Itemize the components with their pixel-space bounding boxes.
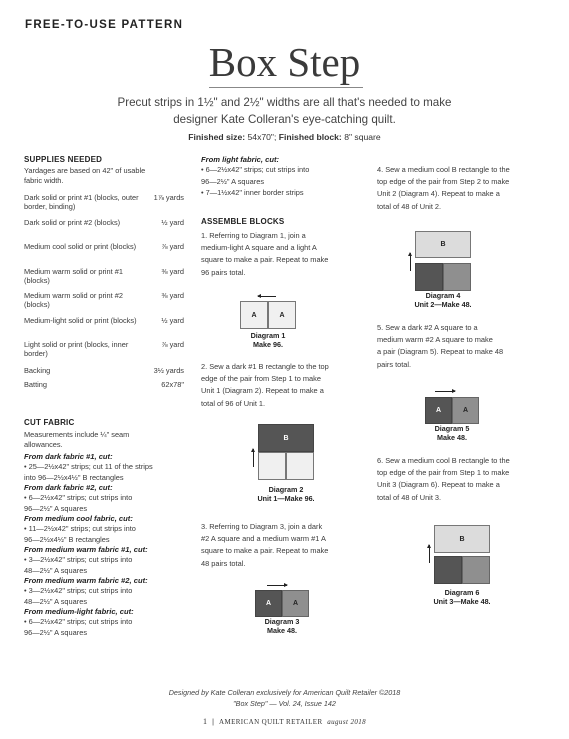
- diagram-6-rect-b: B: [434, 525, 490, 553]
- diagram-3-square-warm: A: [282, 590, 309, 617]
- cut-fabric-section: [24, 418, 189, 638]
- step-line: total of 48 of Unit 2.: [377, 201, 442, 211]
- page-number: 1: [202, 717, 208, 726]
- step-line: pairs total.: [377, 359, 412, 369]
- diagram-4-square-dark: [415, 263, 443, 291]
- cut-line: 96—2½" A squares: [201, 176, 265, 186]
- diagram-2-square-right: [286, 452, 314, 480]
- step-line: total of 96 of Unit 1.: [201, 398, 266, 408]
- subtitle-line-1: Precut strips in 1½" and 2½" widths are all that's needed to make: [117, 96, 452, 109]
- diagram-4-square-warm: [443, 263, 471, 291]
- step-5: [377, 322, 552, 371]
- step-1: [201, 230, 366, 279]
- finished-size-line: [0, 132, 569, 142]
- diagram-6-square-dark: [434, 556, 462, 584]
- diagram-1-caption: Diagram 1 Make 96.: [250, 331, 286, 349]
- step-line: 5. Sew a dark #2 A square to a: [377, 323, 478, 332]
- cut-group: [24, 452, 189, 483]
- cut-line: • 3—2½x42" strips; cut strips into: [24, 555, 133, 565]
- cut-line: • 3—2½x42" strips; cut strips into: [24, 586, 133, 596]
- assemble-heading: ASSEMBLE BLOCKS: [201, 217, 285, 226]
- cut-group: [24, 576, 189, 607]
- step-line: a pair (Diagram 5). Repeat to make 48: [377, 347, 504, 357]
- cut-group: [24, 545, 189, 576]
- page-footer: [0, 717, 569, 726]
- diagram-2-caption: Diagram 2 Unit 1—Make 96.: [257, 485, 315, 503]
- step-line: 96 pairs total.: [201, 267, 246, 277]
- cut-line: 96—2½x4½" B rectangles: [24, 535, 110, 545]
- finished-size-value: 54x70";: [247, 132, 277, 142]
- cut-group-head: From dark fabric #2, cut:: [24, 483, 113, 493]
- page-title: Box Step: [208, 39, 361, 85]
- supply-item: Dark solid or print #1 (blocks, outer border, binding) 1⅞ yards: [24, 193, 184, 212]
- designer-credit: Designed by Kate Colleran exclusively for American Quilt Retailer ©2018: [168, 688, 401, 697]
- diagram-2-square-left: [258, 452, 286, 480]
- light-fabric-group: [201, 155, 366, 199]
- step-line: top edge of the pair from Step 1 to make: [377, 468, 510, 478]
- step-line: #2 A square and a medium warm #1 A: [201, 534, 326, 544]
- press-arrow-icon: [435, 391, 455, 392]
- cut-line: • 6—2½x42" strips; cut strips into: [201, 165, 310, 174]
- cut-line: 96—2½" A squares: [24, 628, 88, 638]
- finished-block-label: Finished block:: [278, 132, 342, 142]
- press-arrow-up-icon: [253, 449, 254, 467]
- diagram-4-caption: Diagram 4 Unit 2—Make 48.: [414, 291, 472, 309]
- cut-group-head: From medium warm fabric #2, cut:: [24, 576, 148, 586]
- diagram-5-caption: Diagram 5 Make 48.: [434, 424, 470, 442]
- supply-item: Backing 3½ yards: [24, 366, 184, 375]
- step-line: Unit 2 (Diagram 4). Repeat to make a: [377, 189, 500, 199]
- supply-item: Medium cool solid or print (blocks) ⅞ yard: [24, 242, 184, 251]
- step-line: 6. Sew a medium cool B rectangle to the: [377, 456, 510, 465]
- cut-group-head: From medium cool fabric, cut:: [24, 514, 133, 524]
- magazine-name: AMERICAN QUILT RETAILER: [218, 718, 323, 726]
- press-arrow-icon: [258, 296, 276, 297]
- step-6: [377, 455, 552, 504]
- cut-line: into 96—2½x4½" B rectangles: [24, 473, 124, 483]
- step-line: square to make a pair. Repeat to make: [201, 546, 329, 556]
- step-line: 48 pairs total.: [201, 558, 246, 568]
- supply-item: Light solid or print (blocks, inner border) ⅞ yard: [24, 340, 184, 359]
- step-2: [201, 361, 366, 410]
- diagram-6-square-warm: [462, 556, 490, 584]
- diagram-2-rect-b: B: [258, 424, 314, 452]
- pattern-label: FREE-TO-USE PATTERN: [25, 19, 184, 31]
- supplies-heading: SUPPLIES NEEDED: [24, 155, 103, 164]
- issue-date: august 2018: [327, 718, 367, 726]
- supplies-intro: Yardages are based on 42" of usable fabric width.: [24, 166, 146, 185]
- step-line: medium warm #2 A square to make: [377, 335, 493, 345]
- diagram-3-square-dark: A: [255, 590, 282, 617]
- cut-group: [24, 483, 189, 514]
- cut-line: 96—2½" A squares: [24, 504, 88, 514]
- step-4: [377, 164, 552, 213]
- supplies-list: [24, 193, 186, 403]
- footer-separator: |: [212, 719, 215, 726]
- step-line: medium-light A square and a light A: [201, 243, 317, 253]
- step-3: [201, 521, 366, 570]
- step-line: top edge of the pair from Step 2 to make: [377, 177, 510, 187]
- cut-line: • 6—2½x42" strips; cut strips into: [24, 493, 133, 503]
- step-line: 4. Sew a medium cool B rectangle to the: [377, 165, 510, 174]
- cut-fabric-intro: Measurements include ¼" seam allowances.: [24, 430, 130, 449]
- cut-line: 48—2½" A squares: [24, 566, 88, 576]
- title-rule: [209, 87, 363, 88]
- cut-group-head: From dark fabric #1, cut:: [24, 452, 113, 462]
- finished-block-value: 8" square: [344, 132, 381, 142]
- cut-group-head: From medium-light fabric, cut:: [24, 607, 134, 617]
- diagram-3-caption: Diagram 3 Make 48.: [264, 617, 300, 635]
- cut-group-head: From medium warm fabric #1, cut:: [24, 545, 148, 555]
- step-line: 3. Referring to Diagram 3, join a dark: [201, 522, 323, 531]
- supply-item: Medium warm solid or print #1 (blocks) ⅜ yard: [24, 267, 184, 286]
- supply-item: Batting 62x78": [24, 380, 184, 389]
- step-line: 1. Referring to Diagram 1, join a: [201, 231, 306, 240]
- step-line: Unit 3 (Diagram 6). Repeat to make a: [377, 480, 500, 490]
- cut-group: [24, 607, 189, 638]
- issue-credit: "Box Step" — Vol. 24, Issue 142: [233, 699, 336, 708]
- supply-item: Medium-light solid or print (blocks) ½ yard: [24, 316, 184, 325]
- cut-line: • 25—2½x42" strips; cut 11 of the strips: [24, 462, 153, 472]
- press-arrow-icon: [267, 585, 287, 586]
- step-line: edge of the pair from Step 1 to make: [201, 374, 321, 384]
- supplies-section: [24, 155, 186, 185]
- press-arrow-up-icon: [429, 545, 430, 563]
- supply-item: Medium warm solid or print #2 (blocks) ⅜ yard: [24, 291, 184, 310]
- step-line: square to make a pair. Repeat to make: [201, 255, 329, 265]
- cut-line: • 11—2½x42" strips; cut strips into: [24, 524, 136, 534]
- cut-group-head: From light fabric, cut:: [201, 155, 280, 164]
- press-arrow-up-icon: [410, 253, 411, 271]
- cut-fabric-heading: CUT FABRIC: [24, 418, 75, 427]
- step-line: total of 48 of Unit 3.: [377, 492, 442, 502]
- step-line: Unit 1 (Diagram 2). Repeat to make a: [201, 386, 324, 396]
- cut-group: [24, 514, 189, 545]
- step-line: 2. Sew a dark #1 B rectangle to the top: [201, 362, 329, 371]
- subtitle-line-2: designer Kate Colleran's eye-catching quilt.: [173, 113, 396, 126]
- diagram-5-square-warm: A: [452, 397, 479, 424]
- diagram-5-square-dark: A: [425, 397, 452, 424]
- cut-line: 48—2½" A squares: [24, 597, 88, 607]
- finished-size-label: Finished size:: [188, 132, 246, 142]
- diagram-1-square-a-left: A: [240, 301, 268, 329]
- diagram-4-rect-b: B: [415, 231, 471, 258]
- diagram-6-caption: Diagram 6 Unit 3—Make 48.: [433, 588, 491, 606]
- cut-line: • 6—2½x42" strips; cut strips into: [24, 617, 133, 627]
- diagram-1-square-a-right: A: [268, 301, 296, 329]
- cut-line: • 7—1½x42" inner border strips: [201, 188, 304, 197]
- supply-item: Dark solid or print #2 (blocks) ½ yard: [24, 218, 184, 227]
